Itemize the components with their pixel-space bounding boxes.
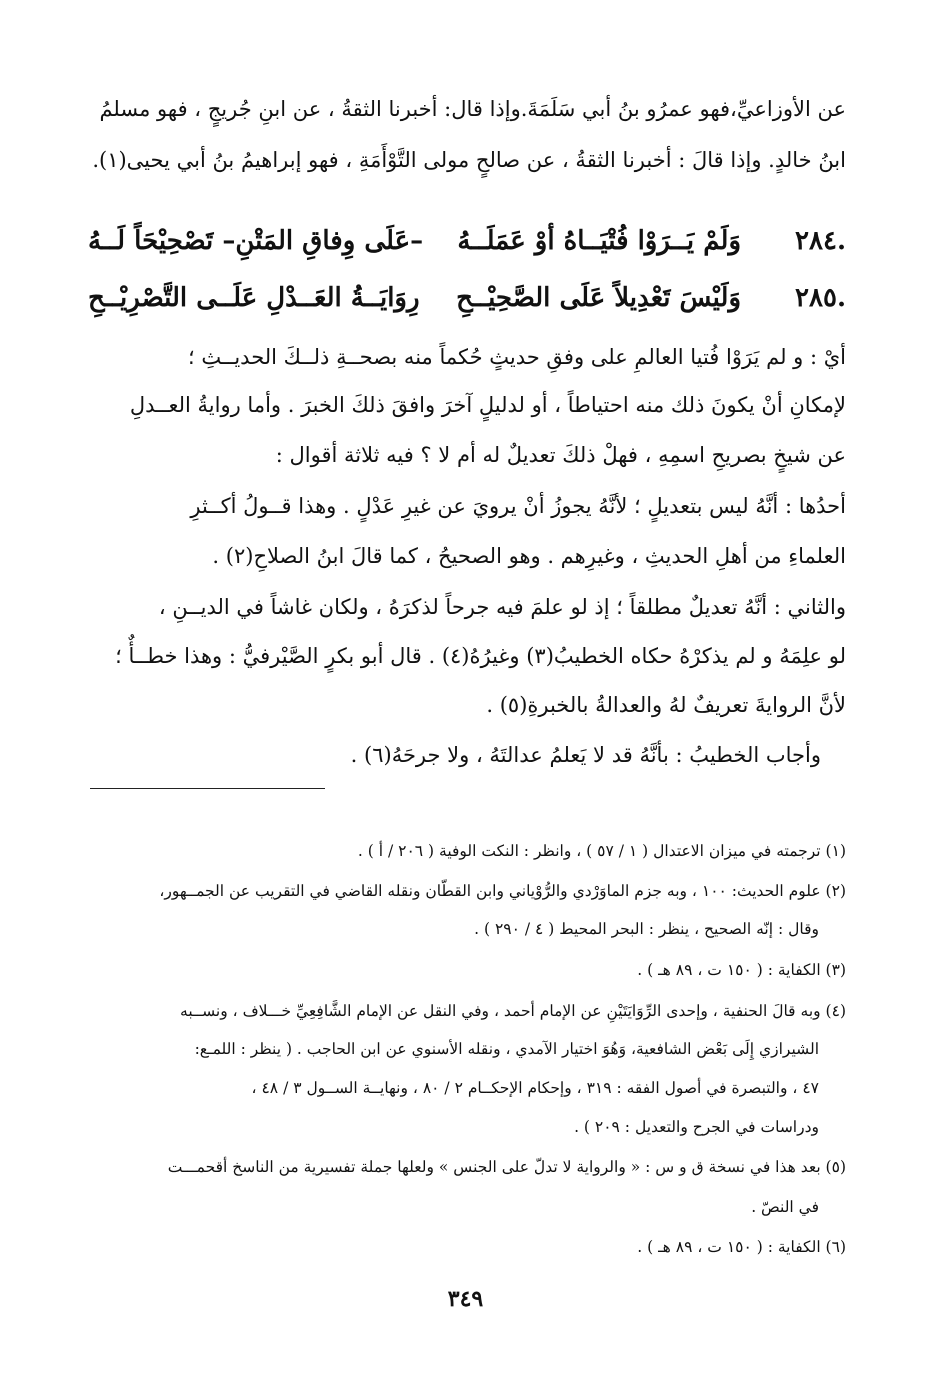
body-line: لأنَّ الروايةَ تعريفٌ لهُ والعدالةُ بالخبرةِ(٥) . — [486, 693, 846, 717]
body-line: أحدُها : أنَّهُ ليس بتعديلٍ ؛ لأنَّهُ يجوزُ أنْ يرويَ عن غيرِ عَدْلٍ . وهذا قــولُ أكــثرِ — [190, 494, 846, 518]
footnote-continuation: ودراسات في الجرح والتعديل : ٢٠٩ ) . — [574, 1118, 819, 1136]
footnote: (٦) الكفاية : ( ١٥٠ ت ، ٨٩ هـ ) . — [637, 1238, 846, 1256]
body-line: والثاني : أنَّهُ تعديلٌ مطلقاً ؛ إذ لو علمَ فيه جرحاً لذكرَهُ ، ولكان غاشاً في الديــنِ ، — [158, 595, 846, 619]
page-number: ٣٤٩ — [447, 1286, 484, 1312]
body-line: وأجاب الخطيبُ : بأنَّهُ قد لا يَعلمُ عدالتَهُ ، ولا جرحَهُ(٦) . — [350, 743, 821, 767]
footnote: (٢) علوم الحديث: ١٠٠ ، وبه جزم الماوَرْدي والرُّوْياني وابن القطّان ونقله القاضي في التقريب عن الجمــهور، — [159, 882, 846, 900]
body-line: ابنُ خالدٍ. وإذا قالَ : أخبرنا الثقةُ ، عن صالحٍ مولى التَّوْأَمَةِ ، فهو إبراهيمُ بنُ أبي يحيى(١). — [92, 148, 846, 172]
footnote-separator — [90, 788, 325, 789]
footnote: (١) ترجمته في ميزان الاعتدال ( ١ / ٥٧ ) ، وانظر : النكت الوفية ( ٢٠٦ / أ ) . — [357, 842, 846, 860]
footnote-continuation: الشيرازي إِلَى بَعْض الشافعية، وَهُوَ اختيار الآمدي ، ونقله الأسنوي عن ابن الحاجب . ( ينظر : اللمـع: — [194, 1040, 819, 1058]
body-line: لو علِمَهُ و لم يذكرْهُ حكاه الخطيبُ(٣) وغيرُهُ(٤) . قال أبو بكرٍ الصَّيْرفيُّ : وهذا خطــأٌ ؛ — [115, 644, 846, 668]
verse-number: ٢٨٥. — [795, 283, 846, 313]
body-line: العلماءِ من أهلِ الحديثِ ، وغيرِهم . وهو الصحيحُ ، كما قالَ ابنُ الصلاحِ(٢) . — [212, 544, 846, 568]
body-line: لإمكانِ أنْ يكونَ ذلك منه احتياطاً ، أو لدليلٍ آخرَ وافقَ ذلكَ الخبرَ . وأما روايةُ العــدلِ — [129, 393, 846, 417]
verse-first-hemistich: وَلَمْ يَــرَوْا فُتْيَــاهُ أوْ عَمَلَــهُ — [457, 226, 741, 256]
verse-second-hemistich: رِوَايَــةُ العَــدْلِ عَلَــى التَّصْرِيْــحِ — [88, 283, 420, 313]
verse-first-hemistich: وَلَيْسَ تَعْدِيلاً عَلَى الصَّحِيْــحِ — [456, 283, 741, 313]
footnote: (٤) وبه قالَ الحنفية ، وإحدى الرِّوَايَتَيْنِ عن الإمام أحمد ، وفي النقل عن الإمام الشَّافِعِيِّ خـــلاف ، ونســبه — [180, 1002, 846, 1020]
footnote: (٣) الكفاية : ( ١٥٠ ت ، ٨٩ هـ ) . — [637, 961, 846, 979]
footnote-continuation: في النصّ . — [751, 1198, 819, 1216]
verse-number: ٢٨٤. — [795, 226, 846, 256]
body-line: عن الأوزاعيِّ،فهو عمرُو بنُ أبي سَلَمَةَ.وإذا قال: أخبرنا الثقةُ ، عن ابنِ جُريجٍ ، فهو مسلمُ — [99, 97, 846, 121]
body-line: عن شيخٍ بصريحِ اسمِهِ ، فهلْ ذلكَ تعديلٌ له أم لا ؟ فيه ثلاثة أقوال : — [275, 443, 846, 467]
footnote-continuation: وقال : إنّه الصحيح ، ينظر : البحر المحيط ( ٤ / ٢٩٠ ) . — [474, 920, 819, 938]
footnote: (٥) بعد هذا في نسخة ق و س : « والرواية لا تدلّ على الجنس » ولعلها جملة تفسيرية من الناسخ أقحمـــت — [167, 1158, 846, 1176]
verse-second-hemistich: –عَلَى وِفاقِ المَتْنِ– تَصْحِيْحَاً لَــهُ — [88, 226, 424, 256]
footnote-continuation: ٤٧ ، والتبصرة في أصول الفقه : ٣١٩ ، وإحكام الإحكــام ٢ / ٨٠ ، ونهايــة الســول ٣ / ٤٨ ، — [251, 1079, 819, 1097]
body-line: أيْ : و لم يَرَوْا فُتيا العالمِ على وفقِ حديثٍ حُكماً منه بصحــةِ ذلــكَ الحديــثِ ؛ — [188, 345, 846, 369]
